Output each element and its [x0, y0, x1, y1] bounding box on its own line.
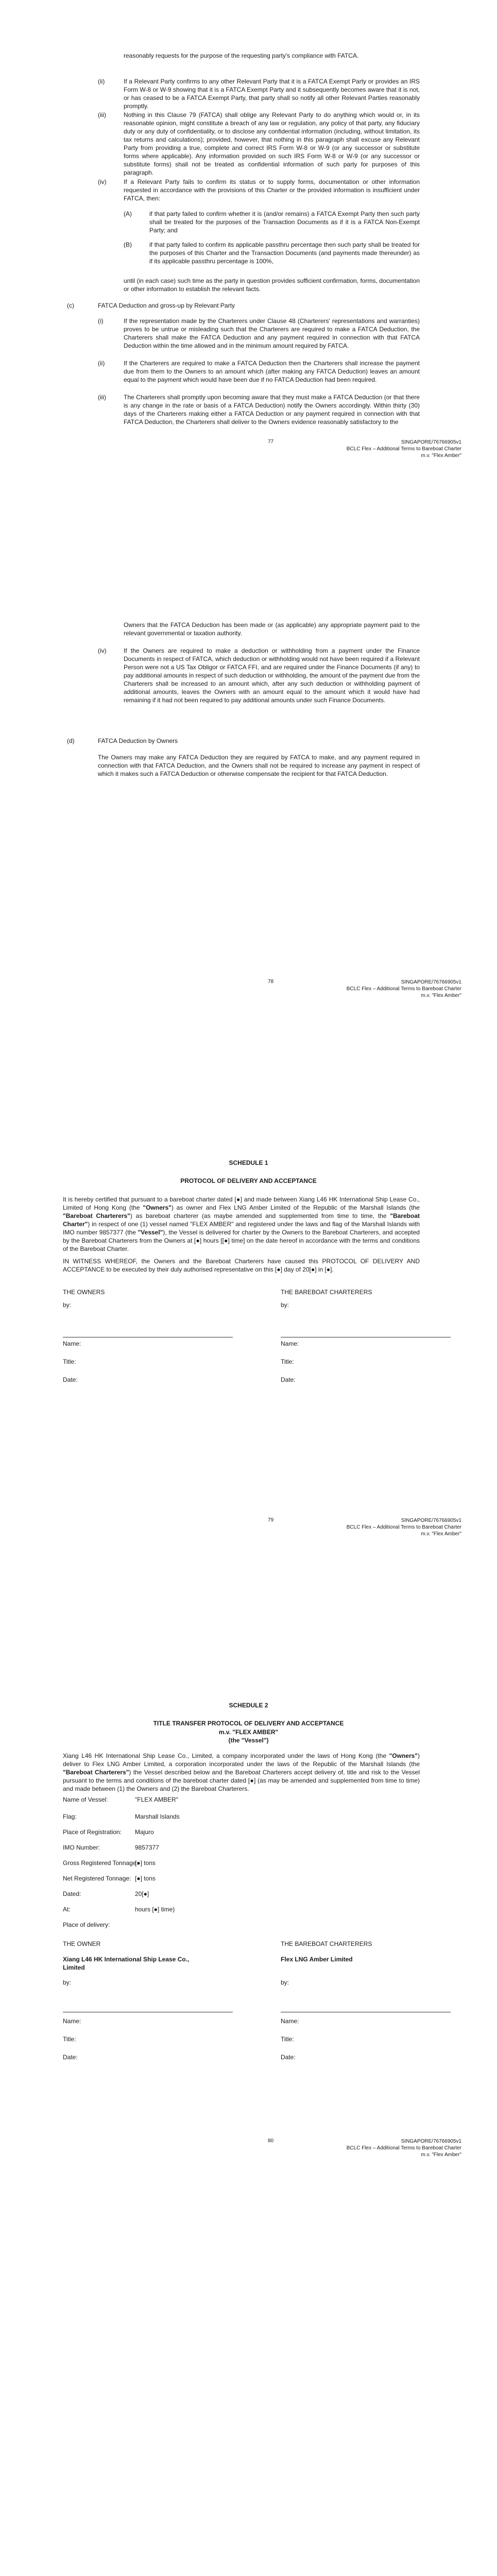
detail-value: Majuro: [135, 1828, 154, 1836]
detail-label: Net Registered Tonnage:: [63, 1875, 131, 1882]
body-text: ) in respect of one (1) vessel named "FLEX AMBER" and registered under the laws and flag of the Marshall Islands with IMO number 9857377 (the: [63, 1221, 420, 1236]
witness-clause: IN WITNESS WHEREOF, the Owners and the Bareboat Charterers have caused this PROTOCOL OF DELIVERY AND ACCEPTANCE to be executed by their duly authorised representative on this [●] day of 20[●] in [●].: [63, 1258, 420, 1273]
page-number: 77: [268, 439, 274, 445]
name-label: Name:: [63, 2018, 81, 2025]
by-label: by:: [63, 1301, 72, 1309]
detail-value: Marshall Islands: [135, 1813, 180, 1820]
footer-title: BCLC Flex – Additional Terms to Bareboat Charter: [346, 446, 461, 452]
vessel-name-heading: m.v. "FLEX AMBER": [218, 1728, 279, 1736]
item-label: (iv): [98, 178, 107, 185]
footer: [309, 1517, 461, 1537]
body-text: ) as owner and Flex LNG Amber Limited of the Republic of the Marshall Islands (the: [171, 1204, 420, 1211]
item-label: (iii): [98, 111, 106, 118]
name-label: Name:: [281, 1340, 299, 1347]
by-label: by:: [281, 1301, 289, 1309]
section-label: (d): [67, 737, 75, 744]
detail-value: "FLEX AMBER": [135, 1796, 178, 1803]
footer-ref: SINGAPORE/76766905v1: [401, 979, 461, 985]
item-label: (ii): [98, 78, 105, 85]
detail-value: [●] tons: [135, 1875, 156, 1882]
detail-label: At:: [63, 1906, 71, 1913]
name-label: Name:: [63, 1340, 81, 1347]
title-label: Title:: [281, 2036, 294, 2043]
defined-term: "Vessel": [138, 1229, 163, 1236]
detail-value: [●] tons: [135, 1859, 156, 1867]
charterers-label: THE BAREBOAT CHARTERERS: [281, 1289, 372, 1296]
detail-value: 9857377: [135, 1844, 159, 1851]
detail-label: Dated:: [63, 1890, 81, 1897]
item-label: (ii): [98, 360, 105, 367]
vessel-definition: (the "Vessel"): [228, 1737, 269, 1744]
clause-text: If a Relevant Party confirms to any other Relevant Party that it is a FATCA Exempt Party or provides an IRS Form W-8 or W-9 showing that it is a FATCA Exempt Party and it subsequently becomes aware that it is not, or has ceased to be a FATCA Exempt Party, that party shall so notify all other Relevant Parties reasonably promptly.: [124, 78, 420, 110]
clause-text: The Owners may make any FATCA Deduction they are required by FATCA to make, and any payment required in connection with that FATCA Deduction, and the Owners shall not be required to increase any payment in respect of which it makes such a FATCA Deduction or otherwise compensate the recipient for that FATCA Deduction.: [98, 754, 420, 777]
body-text: ) as bareboat charterer (as maybe amended and supplemented from time to time, the: [130, 1212, 390, 1219]
body-text: ) the Vessel described below and the Bareboat Charterers accept delivery of, title and risk to the Vessel pursuant to the terms and conditions of the bareboat charter dated [●] (as may be amended and supplemented from time to time) and made between (1) the Owners and (2) the Bareboat Charterers.: [63, 1769, 420, 1792]
footer-ref: SINGAPORE/76766905v1: [401, 1518, 461, 1523]
subitem-label: (B): [124, 241, 132, 248]
page-number: 79: [268, 1517, 274, 1523]
charterers-label: THE BAREBOAT CHARTERERS: [281, 1940, 372, 1947]
clause-text: Owners that the FATCA Deduction has been made or (as applicable) any appropriate payment paid to the relevant governmental or taxation authority.: [124, 621, 420, 637]
defined-term: "Bareboat Charterers": [63, 1212, 130, 1219]
footer-vessel: m.v. "Flex Amber": [421, 2152, 461, 2158]
schedule-heading: SCHEDULE 1: [229, 1159, 268, 1166]
footer-title: BCLC Flex – Additional Terms to Bareboat Charter: [346, 1524, 461, 1530]
date-label: Date:: [281, 1376, 296, 1383]
footer-ref: SINGAPORE/76766905v1: [401, 439, 461, 445]
section-heading: FATCA Deduction by Owners: [98, 737, 178, 744]
date-label: Date:: [281, 2054, 296, 2061]
detail-label: Flag:: [63, 1813, 77, 1820]
item-label: (i): [98, 317, 104, 325]
defined-term: "Bareboat Charter": [63, 1212, 420, 1228]
title-label: Title:: [63, 2036, 76, 2043]
section-heading: FATCA Deduction and gross-up by Relevant Party: [98, 302, 235, 309]
clause-text: until (in each case) such time as the party in question provides sufficient confirmation, forms, documentation or other information to establish the relevant facts.: [124, 277, 420, 293]
clause-text: The Charterers shall promptly upon becoming aware that they must make a FATCA Deduction (or that there is any change in the rate or basis of a FATCA Deduction) notify the Owners accordingly. Within thirty (30) days of the Charterers making either a FATCA Deduction or any payment required in connection with that FATCA Deduction, the Charterers shall deliver to the Owners evidence reasonably satisfactory to the: [124, 394, 420, 426]
clause-text: If the Charterers are required to make a FATCA Deduction then the Charterers shall increase the payment due from them to the Owners to an amount which (after making any FATCA Deduction) leaves an amount equal to the payment which would have been due if no FATCA Deduction had been required.: [124, 360, 420, 383]
subclause-text: if that party failed to confirm its applicable passthru percentage then such party shall be treated for the purposes of this Charter and the Transaction Documents (and payments made thereunder) as if its applicable passthru percentage is 100%,: [149, 241, 420, 265]
footer-title: BCLC Flex – Additional Terms to Bareboat Charter: [346, 986, 461, 992]
defined-term: "Owners": [389, 1752, 418, 1759]
defined-term: "Bareboat Charterers": [63, 1769, 129, 1776]
page-number: 78: [268, 979, 274, 985]
charterer-entity: Flex LNG Amber Limited: [281, 1956, 353, 1963]
detail-label: Gross Registered Tonnage:: [63, 1859, 138, 1867]
owner-entity: Xiang L46 HK International Ship Lease Co., Limited: [63, 1956, 190, 1971]
footer-ref: SINGAPORE/76766905v1: [401, 2139, 461, 2144]
protocol-body: [63, 1195, 420, 1253]
footer-vessel: m.v. "Flex Amber": [421, 453, 461, 459]
footer: [309, 439, 461, 459]
title-label: Title:: [63, 1358, 76, 1365]
document-title: PROTOCOL OF DELIVERY AND ACCEPTANCE: [180, 1177, 317, 1184]
owners-label: THE OWNERS: [63, 1289, 105, 1296]
footer-title: BCLC Flex – Additional Terms to Bareboat Charter: [346, 2145, 461, 2151]
protocol-body: [63, 1752, 420, 1793]
detail-label: Name of Vessel:: [63, 1796, 108, 1803]
detail-label: Place of delivery:: [63, 1921, 110, 1928]
fatca-intro-text: reasonably requests for the purpose of the requesting party's compliance with FATCA.: [124, 52, 359, 59]
detail-label: Place of Registration:: [63, 1828, 122, 1836]
title-label: Title:: [281, 1358, 294, 1365]
item-label: (iv): [98, 647, 107, 654]
footer-vessel: m.v. "Flex Amber": [421, 993, 461, 998]
schedule-heading: SCHEDULE 2: [229, 1702, 268, 1709]
clause-text: If a Relevant Party fails to confirm its status or to supply forms, documentation or other information requested in accordance with the provisions of this Charter or the provided information is insufficient under FATCA, then:: [124, 178, 420, 202]
subitem-label: (A): [124, 210, 132, 217]
footer-vessel: m.v. "Flex Amber": [421, 1531, 461, 1537]
detail-value: hours [●] time): [135, 1906, 175, 1913]
footer: [309, 2138, 461, 2158]
detail-value: 20[●]: [135, 1890, 149, 1897]
date-label: Date:: [63, 2054, 78, 2061]
subclause-text: if that party failed to confirm whether it is (and/or remains) a FATCA Exempt Party then such party shall be treated for the purposes of the Transaction Documents as if it is a FATCA Non-Exempt Party; and: [149, 210, 420, 234]
body-text: It is hereby certified that pursuant to a bareboat charter dated [●] and made between Xiang L46 HK International Ship Lease Co., Limited of Hong Kong (the: [63, 1196, 420, 1211]
page-number: 80: [268, 2138, 274, 2144]
by-label: by:: [281, 1979, 289, 1986]
by-label: by:: [63, 1979, 72, 1986]
clause-text: If the Owners are required to make a deduction or withholding from a payment under the Finance Documents in respect of FATCA, which deduction or withholding would not have been required if a Relevant Person were not a US Tax Obligor or FATCA FFI, and are required under the Finance Documents (if any) to pay additional amounts in respect of such deduction or withholding, the amount of the payment due from the Charterers shall be increased to an amount which, after any such deduction or withholding payment of additional amounts, leaves the Owners with an amount equal to the amount which it would have had remaining if it had not been required to pay additional amounts under such Finance Documents.: [124, 647, 420, 704]
item-label: (iii): [98, 394, 106, 401]
body-text: Xiang L46 HK International Ship Lease Co., Limited, a company incorporated under the laws of Hong Kong (the: [63, 1752, 389, 1759]
owner-label: THE OWNER: [63, 1940, 101, 1947]
body-text: ), the Vessel is delivered for charter by the Owners to the Bareboat Charterers, and accepted by the Bareboat Charterers from the Owners at [●] hours [[●] time] on the date hereof in accordance with the terms and conditions of the Bareboat Charter.: [63, 1229, 420, 1252]
clause-text: If the representation made by the Charterers under Clause 48 (Charterers' representations and warranties) proves to be untrue or misleading such that the Charterers are required to make a FATCA Deduction, the Charterers shall make the FATCA Deduction and any payment required in connection with that FATCA Deduction within the time allowed and in the minimum amount required by FATCA.: [124, 317, 420, 349]
detail-label: IMO Number:: [63, 1844, 100, 1851]
defined-term: "Owners": [143, 1204, 172, 1211]
footer: [309, 979, 461, 999]
name-label: Name:: [281, 2018, 299, 2025]
clause-text: Nothing in this Clause 79 (FATCA) shall oblige any Relevant Party to do anything which would or, in its reasonable opinion, might constitute a breach of any law or regulation, any policy of that party, any fiduciary duty or any duty of confidentiality, or to disclose any confidential information (including, without limitation, its tax returns and calculations); provided, however, that nothing in this paragraph shall excuse any Relevant Party from providing a true, complete and correct IRS Form W-8 or W-9 (or any successor or substitute forms where applicable). Any information provided on such IRS Form W-8 or W-9 (or any successor or substitute forms) shall not be treated as confidential information of such party for purposes of this paragraph.: [124, 111, 420, 176]
body-text: ) deliver to Flex LNG Amber Limited, a corporation incorporated under the laws of the Republic of the Marshall Islands (the: [63, 1752, 420, 1768]
section-label: (c): [67, 302, 74, 309]
date-label: Date:: [63, 1376, 78, 1383]
document-title: TITLE TRANSFER PROTOCOL OF DELIVERY AND ACCEPTANCE: [153, 1720, 344, 1727]
